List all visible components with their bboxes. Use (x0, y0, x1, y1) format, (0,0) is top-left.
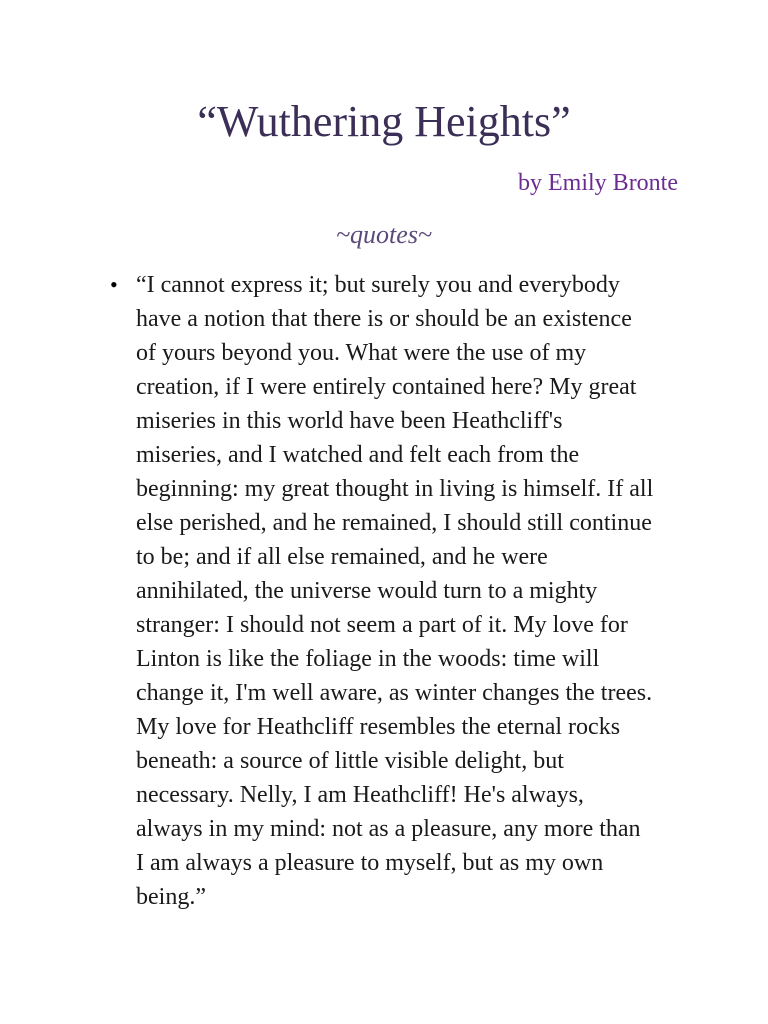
quote-item (110, 268, 696, 914)
author-byline: by Emily Bronte (518, 170, 678, 196)
quote-line: to be; and if all else remained, and he were (136, 544, 548, 570)
quote-line: “I cannot express it; but surely you and everybody (136, 272, 620, 298)
quote-line: of yours beyond you. What were the use of my (136, 340, 587, 366)
quote-line: My love for Heathcliff resembles the eternal rocks (136, 714, 621, 740)
quote-line: annihilated, the universe would turn to a mighty (136, 578, 598, 604)
quote-line: Linton is like the foliage in the woods: time will (136, 646, 600, 672)
quote-line: being.” (136, 884, 206, 910)
quote-line: creation, if I were entirely contained here? My great (136, 374, 637, 400)
quote-line: beneath: a source of little visible delight, but (136, 748, 564, 774)
quote-list (110, 268, 696, 914)
quote-line: I am always a pleasure to myself, but as my own (136, 850, 604, 876)
quote-line: beginning: my great thought in living is himself. If all (136, 476, 654, 502)
quote-line: stranger: I should not seem a part of it. My love for (136, 612, 628, 638)
quote-line: always in my mind: not as a pleasure, any more than (136, 816, 641, 842)
quote-line: miseries, and I watched and felt each from the (136, 442, 580, 468)
quote-line: necessary. Nelly, I am Heathcliff! He's always, (136, 782, 584, 808)
bullet-icon: • (110, 272, 118, 297)
quote-line: change it, I'm well aware, as winter changes the trees. (136, 680, 653, 706)
section-heading: ~quotes~ (335, 220, 432, 249)
quote-line: else perished, and he remained, I should still continue (136, 510, 652, 536)
quote-line: have a notion that there is or should be an existence (136, 306, 632, 332)
quote-text (136, 268, 696, 914)
quote-line: miseries in this world have been Heathcliff's (136, 408, 563, 434)
page-title: “Wuthering Heights” (197, 97, 571, 146)
